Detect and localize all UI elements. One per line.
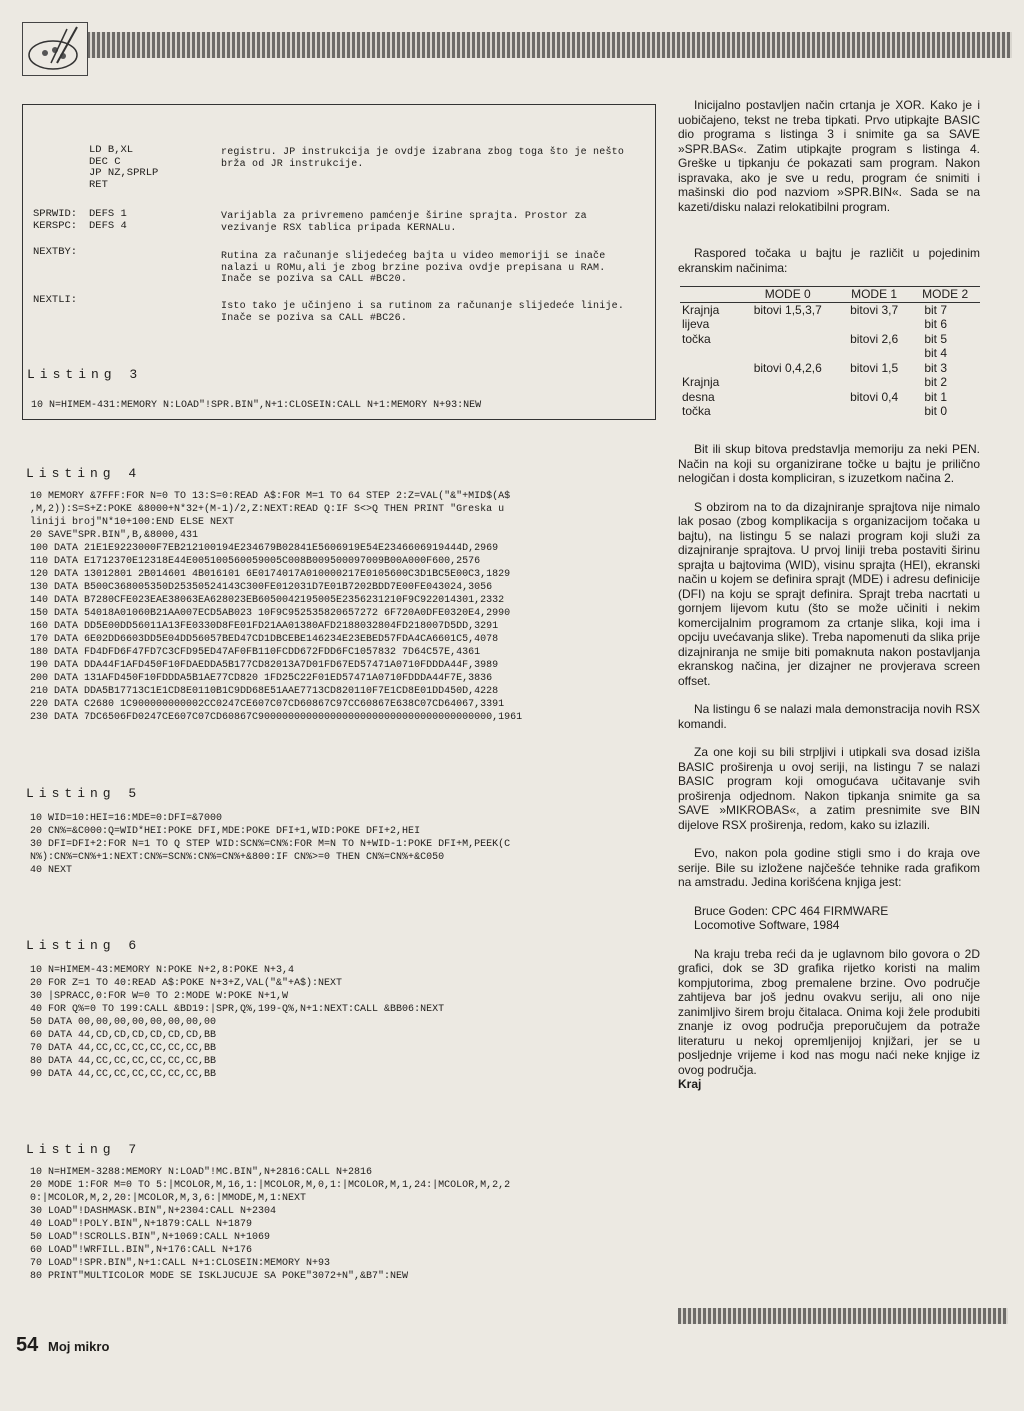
table-cell: [738, 404, 838, 419]
footer-stripe: [678, 1308, 1008, 1324]
table-cell: bitovi 0,4: [850, 389, 899, 404]
table-header-cell: [680, 287, 738, 303]
table-cell: desna: [682, 389, 715, 404]
body-paragraph: Za one koji su bili strpljivi i utipkali sva dosad izišla BASIC proširenja u ovoj seriji, na listingu 7 se nalazi BASIC program koji omogućava učitavanje svih proširenja odjednom. Nakon tipkanja snimite ga sa SAVE »MIKROBAS«, a zatim presnimite sve BIN dijelove RSX proširenja, redom, kako su izlazili.: [678, 745, 980, 832]
closing-paragraph: Na kraju treba reći da je uglavnom bilo govora o 2D grafici, dok se 3D grafika rijetko koristi na malim kompjutorima, zbog premalene brzine. Ovo područje zahtijeva bar još jednu ovakvu seriju, ali ono nije zanimljivo širem broju čitalaca. Onima koji žele produbiti znanje iz ovog područja preporučujem da potraže literaturu u nekoj opremljenijoj knjižari, jer se u posljednje vrijeme i kod nas mogu naći neke knjige iz ovog područja.: [678, 946, 980, 1077]
listing-4-title: Listing 4: [26, 466, 142, 481]
table-header-row: [680, 287, 980, 303]
table-cell: bit 6: [924, 317, 948, 332]
table-row: [680, 390, 980, 405]
listing-5-title: Listing 5: [26, 786, 142, 801]
right-column-intro: [678, 98, 980, 214]
table-cell: bit 2: [924, 375, 948, 390]
table-cell: bit 4: [924, 346, 948, 361]
table-header-cell: MODE 0: [738, 287, 838, 303]
end-mark: Kraj: [678, 1077, 702, 1091]
magazine-name: Moj mikro: [48, 1339, 110, 1354]
asm-comment-1: registru. JP instrukcija je ovdje izabrana zbog toga što je nešto brža od JR instrukcije.: [221, 147, 625, 170]
assembly-listing-box: [22, 104, 656, 420]
intro-paragraph: Inicijalno postavljen način crtanja je XOR. Kako je i uobičajeno, tekst ne treba tipkati. Prvo utipkajte BASIC dio programa s listinga 3 i snimite ga sa SAVE »SPR.BAS«. Zatim utipkajte program s listinga 4. Greške u tipkanju će pokazati sam program. Nakon ispravaka, ako je sve u redu, program će snimiti i mašinski dio pod nazviom »SPR.BIN«. Sada se na kazeti/disku nalazi relokatibilni program.: [678, 98, 980, 214]
listing-3-code: 10 N=HIMEM-431:MEMORY N:LOAD"!SPR.BIN",N+1:CLOSEIN:CALL N+1:MEMORY N+93:NEW: [31, 400, 482, 411]
table-cell: [738, 346, 838, 361]
asm-code-block-2: DEFS 1 DEFS 4: [89, 208, 127, 232]
table-cell: bitovi 2,6: [850, 331, 899, 346]
table-cell: bit 1: [924, 389, 948, 404]
listing-7-code: 10 N=HIMEM-3288:MEMORY N:LOAD"!MC.BIN",N+2816:CALL N+2816 20 MODE 1:FOR M=0 TO 5:|MCOLOR,M,16,1:|MCOLOR,M,0,1:|MCOLOR,M,1,24:|MCOLOR,M,2,2 0:|MCOLOR,M,2,20:|MCOLOR,M,3,6:|MMODE,M,1:NEXT 30 LOAD"!DASHMASK.BIN",N+2304:CALL N+2304 40 LOAD"!POLY.BIN",N+1879:CALL N+1879 50 LOAD"!SCROLLS.BIN",N+1069:CALL N+1069 60 LOAD"!WRFILL.BIN",N+176:CALL N+176 70 LOAD"!SPR.BIN",N+1:CALL N+1:CLOSEIN:MEMORY N+93 80 PRINT"MULTICOLOR MODE SE ISKLJUCUJE SA POKE"3072+N",&B7":NEW: [30, 1167, 511, 1282]
table-cell: [738, 317, 838, 332]
listing-3-title: Listing 3: [27, 367, 143, 382]
body-paragraph: Evo, nakon pola godine stigli smo i do kraja ove serije. Bile su izložene najčešće tehnike rada grafikom na amstradu. Jedina korišćena knjiga jest:: [678, 846, 980, 889]
table-cell: bitovi 1,5,3,7: [753, 302, 822, 317]
table-cell: bitovi 1,5: [850, 360, 899, 375]
table-cell: [738, 390, 838, 405]
body-paragraph: Bit ili skup bitova predstavlja memoriju za neki PEN. Način na koji su organizirane točke u bajtu je prilično nelogičan i dosta kompliciran, s izuzetkom načina 2.: [678, 442, 980, 485]
asm-comment-2: Varijabla za privremeno pamćenje širine sprajta. Prostor za vezivanje RSX tablica pripada KERNALu.: [221, 211, 587, 234]
table-row: [680, 375, 980, 390]
header-stripe: [22, 22, 1012, 58]
header-stripe-pattern: [22, 32, 1012, 58]
asm-comment-4: Isto tako je učinjeno i sa rutinom za računanje slijedeće linije. Inače se poziva sa CALL #BC26.: [221, 301, 625, 324]
asm-label-nextby: NEXTBY:: [33, 246, 78, 258]
table-cell: bit 3: [924, 360, 948, 375]
table-row: [680, 317, 980, 332]
asm-code-block-1: LD B,XL DEC C JP NZ,SPRLP RET: [89, 144, 159, 191]
page-number: 54: [16, 1334, 39, 1356]
table-cell: [738, 375, 838, 390]
table-cell: bit 5: [924, 331, 948, 346]
body-paragraph: S obzirom na to da dizajniranje sprajtova nije nimalo lak posao (zbog komplikacija s organizacijom točaka u bajtu), na listingu 5 se nalazi program koji služi za dizajniranje sprajtova. U prvoj liniji treba postaviti širinu sprajta u bajtovima (WID), visinu sprajta (HEI), ekranski način u kojem se definira sprajt (MDE) i adresu definicije (DFI) na koju se sprajt definira. Sprajt treba nacrtati u gornjem lijevom kutu (što se može učiniti i nekim komercijalnim programom za crtanje slika, koji ima i opciju uvećavanja slike). Treba napomenuti da slika prije dizajniranja ne smije biti pomaknuta nakon postavljanja ekranskog načina, jer dizajner ne provjerava screen offset.: [678, 499, 980, 688]
table-intro: [678, 246, 980, 275]
palette-brush-logo-icon: [22, 22, 88, 76]
table-header-cell: MODE 1: [838, 287, 910, 303]
asm-label-nextli: NEXTLI:: [33, 294, 78, 306]
table-cell: [838, 404, 910, 419]
listing-4-code: 10 MEMORY &7FFF:FOR N=0 TO 13:S=0:READ A$:FOR M=1 TO 64 STEP 2:Z=VAL("&"+MID$(A$ ,M,2)):S=S+Z:POKE &8000+N*32+(M-1)/2,Z:NEXT:READ Q:IF S<>Q THEN PRINT "Greska u liniji broj"N*10+100:END ELSE NEXT 20 SAVE"SPR.BIN",B,&8000,431 100 DATA 21E1E9223000F7EB212100194E234679B02841E5606919E54E2346606919444D,2969 110 DATA E1712370E12318E44E005100560059005C008B009500097009B00A000F600,2576 120 DATA 13012801 2B014601 4B016101 6E0174017A010000217E0105600C3D1BC5E00C3,1829 130 DATA B500C368005350D25350524143C300FE012031D7E01B7202BDD7E00FE043024,3056 140 DATA B7280CFE023EAE38063EA628023EB6050042195005E2356231210F9C922014301,2332 150 DATA 54018A01060B21AA007ECD5AB023 10F9C952535820657272 6F720A0DFE0320E4,2990 160 DATA DD5E00DD56011A13FE0330D8FE01FD21AA01380AFD2188032804FD218007D5DD,3291 170 DATA 6E02DD6603DD5E04DD56057BED47CD1DBCEBE146234E23EBED57FDA4CA6601C5,4078 180 DATA FD4DFD6F47FD7C3CFD95ED47AF0FB110FCDD672FDD6FC1057832 7D64C57E,4361 190 DATA DDA44F1AFD450F10FDAEDDA5B177CD82013A7D01FD67ED57471A0710FDDDA44F,3989 200 DATA 131AFD450F10FDDDA5B1AE77CD820 1FD25C22F01ED57471A0710FDDDA44F7E,3836 210 DATA DDA5B17713C1E1CD8E0110B1C9DD68E51AAE7713CD820110F7E1CD8E01DD450D,4228 220 DATA C2680 1C900000000002CC0247CE607C07CD60867C97CC60867E638C07CD64067,3391 230 DATA 7DC6506FD0247CE607C07CD60867C900000000000000000000000000000000000000,1961: [30, 491, 523, 723]
table-cell: [838, 346, 910, 361]
right-column-body: [678, 442, 980, 1092]
table-cell: lijeva: [682, 317, 710, 332]
table-row: [680, 346, 980, 361]
table-cell: točka: [682, 404, 711, 419]
table-cell: [680, 361, 738, 376]
asm-labels-2: SPRWID: KERSPC:: [33, 208, 78, 232]
listing-5-code: 10 WID=10:HEI=16:MDE=0:DFI=&7000 20 CN%=&C000:Q=WID*HEI:POKE DFI,MDE:POKE DFI+1,WID:POKE DFI+2,HEI 30 DFI=DFI+2:FOR N=1 TO Q STEP WID:SCN%=CN%:FOR M=N TO N+WID-1:POKE DFI+M,PEEK(C N%):CN%=CN%+1:NEXT:CN%=SCN%:CN%=CN%+&800:IF CN%>=0 THEN CN%=CN%+&C050 40 NEXT: [30, 813, 511, 876]
table-cell: bitovi 0,4,2,6: [753, 360, 822, 375]
table-cell: Krajnja: [682, 302, 720, 317]
table-row: [680, 361, 980, 376]
pixel-bit-layout-table: [680, 286, 980, 419]
table-cell: bit 7: [924, 302, 948, 317]
table-cell: [838, 375, 910, 390]
reference-line: Locomotive Software, 1984: [694, 918, 840, 932]
table-cell: bit 0: [924, 404, 948, 419]
table-header-cell: MODE 2: [910, 287, 980, 303]
table-row: [680, 404, 980, 419]
table-cell: točka: [682, 331, 711, 346]
table-cell: bitovi 3,7: [850, 302, 899, 317]
table-cell: [680, 346, 738, 361]
table-row: [680, 302, 980, 317]
table-cell: Krajnja: [682, 375, 720, 390]
body-paragraph: Na listingu 6 se nalazi mala demonstracija novih RSX komandi.: [678, 702, 980, 731]
listing-6-title: Listing 6: [26, 938, 142, 953]
table-intro-paragraph: Raspored točaka u bajtu je različit u pojedinim ekranskim načinima:: [678, 246, 980, 275]
reference-line: Bruce Goden: CPC 464 FIRMWARE: [694, 903, 889, 918]
table-cell: [838, 317, 910, 332]
listing-6-code: 10 N=HIMEM-43:MEMORY N:POKE N+2,8:POKE N+3,4 20 FOR Z=1 TO 40:READ A$:POKE N+3+Z,VAL("&"+A$):NEXT 30 |SPRACC,0:FOR W=0 TO 2:MODE W:POKE N+1,W 40 FOR Q%=0 TO 199:CALL &BD19:|SPR,Q%,199-Q%,N+1:NEXT:CALL &BB06:NEXT 50 DATA 00,00,00,00,00,00,00,00 60 DATA 44,CD,CD,CD,CD,CD,CD,BB 70 DATA 44,CC,CC,CC,CC,CC,CC,BB 80 DATA 44,CC,CC,CC,CC,CC,CC,BB 90 DATA 44,CC,CC,CC,CC,CC,CC,BB: [30, 965, 445, 1080]
asm-comment-3: Rutina za računanje slijedećeg bajta u video memoriji se inače nalazi u ROMu,ali je zbog brzine poziva ovdje prepisana u RAM. Inače se poziva sa CALL #BC20.: [221, 251, 606, 285]
table-cell: [738, 332, 838, 347]
listing-7-title: Listing 7: [26, 1142, 142, 1157]
table-row: [680, 332, 980, 347]
